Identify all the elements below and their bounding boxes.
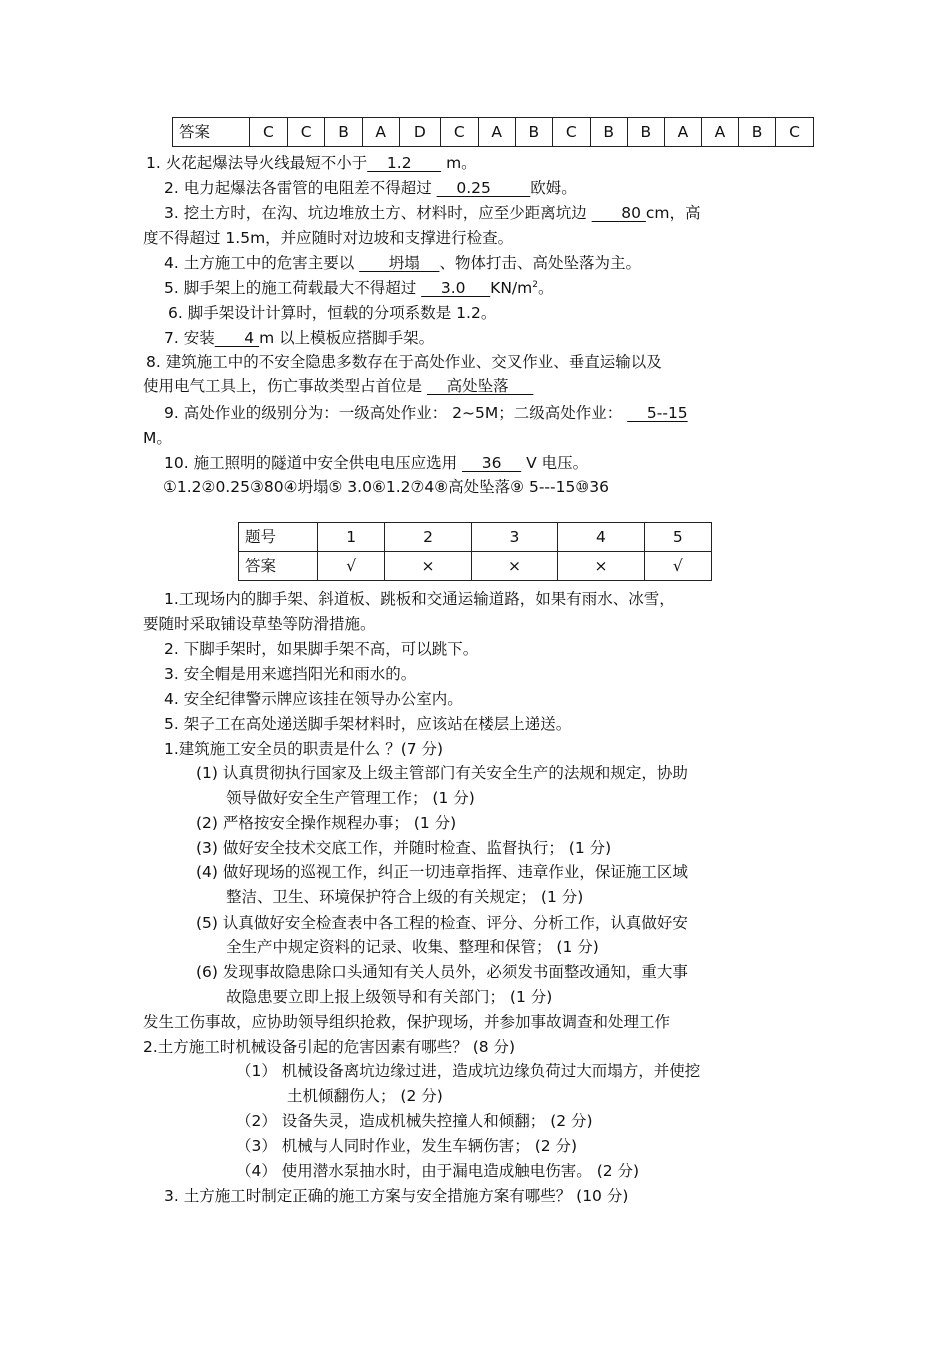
table-row [239, 523, 712, 552]
question-text: 欧姆。 [530, 179, 577, 197]
short-answer-2-item-3: （3） 机械与人同时作业，发生车辆伤害； (2 分) [236, 1137, 578, 1155]
question-text: 10. 施工照明的隧道中安全供电电压应选用 [164, 454, 458, 472]
question-text: 9. 高处作业的级别分为：一级高处作业： [164, 404, 448, 422]
question-text: 2~5M；二级高处作业： [452, 404, 623, 422]
mc-answer-cell: A [701, 118, 738, 147]
short-answer-1-item-1: (1) 认真贯彻执行国家及上级主管部门有关安全生产的法规和规定，协助 [196, 764, 688, 782]
short-answer-1-item-2: (2) 严格按安全操作规程办事； (1 分) [196, 814, 457, 832]
fill-question-9 [164, 403, 688, 423]
short-answer-1-item-6: (6) 发现事故隐患除口头通知有关人员外，必须发书面整改通知，重大事 [196, 963, 688, 981]
mc-answer-cell: A [362, 118, 399, 147]
question-text: 。 [480, 304, 497, 322]
question-text: 、物体打击、高处坠落为主。 [439, 254, 641, 272]
tf-number-cell: 4 [558, 523, 644, 552]
answer-blank: 4 [214, 329, 260, 347]
tf-number-cell: 5 [644, 523, 711, 552]
fill-question-10 [164, 453, 588, 473]
question-text: 2. 电力起爆法各雷管的电阻差不得超过 [164, 179, 432, 197]
answer-blank: 3.0 [421, 279, 491, 297]
superscript: 2 [532, 279, 538, 290]
question-text: m。 [446, 154, 477, 172]
question-text: 3. 挖土方时，在沟、坑边堆放土方、材料时，应至少距离坑边 [164, 204, 587, 222]
answer-blank: 高处坠落 [426, 377, 534, 395]
mc-answer-label: 答案 [173, 118, 250, 147]
tf-answer-cell: √ [318, 552, 385, 581]
short-answer-2-item-2: （2） 设备失灵，造成机械失控撞人和倾翻； (2 分) [236, 1112, 593, 1130]
short-question-2-title: 2.土方施工时机械设备引起的危害因素有哪些？ (8 分) [143, 1038, 516, 1056]
question-text: 4. 土方施工中的危害主要以 [164, 254, 355, 272]
tf-question-2: 2. 下脚手架时，如果脚手架不高，可以跳下。 [164, 640, 479, 658]
tf-number-cell: 1 [318, 523, 385, 552]
answer-blank: 坍塌 [359, 254, 440, 272]
short-answer-2-item-4: （4） 使用潜水泵抽水时，由于漏电造成触电伤害。 (2 分) [236, 1162, 640, 1180]
fill-question-5 [164, 278, 554, 298]
answer-blank: 1.2 [367, 154, 442, 172]
question-text: 5. 脚手架上的施工荷载最大不得超过 [164, 279, 417, 297]
tf-answer-table [238, 522, 712, 581]
mc-answer-cell: B [515, 118, 552, 147]
short-question-1-title: 1.建筑施工安全员的职责是什么 ？(7 分) [164, 740, 444, 758]
short-answer-1-item-7: 发生工伤事故，应协助领导组织抢救，保护现场，并参加事故调查和处理工作 [143, 1013, 671, 1031]
question-text: V 电压。 [526, 454, 589, 472]
mc-answer-cell: A [478, 118, 515, 147]
short-question-3-title: 3. 土方施工时制定正确的施工方案与安全措施方案有哪些？ (10 分) [164, 1187, 629, 1205]
fill-answer-key: ①1.2②0.25③80④坍塌⑤ 3.0⑥1.2⑦4⑧高处坠落⑨ 5---15⑩36 [163, 478, 609, 496]
fill-question-8: 8. 建筑施工中的不安全隐患多数存在于高处作业、交叉作业、垂直运输以及 [146, 353, 662, 371]
fill-question-9-cont: M。 [143, 429, 172, 447]
mc-answer-cell: C [250, 118, 288, 147]
mc-answer-cell: C [552, 118, 590, 147]
question-text: 7. 安装 [164, 329, 215, 347]
mc-answer-cell: B [627, 118, 664, 147]
question-text: 1. 火花起爆法导火线最短不小于 [146, 154, 368, 172]
short-answer-1-item-4-cont: 整洁、卫生、环境保护符合上级的有关规定； (1 分) [226, 888, 584, 906]
question-text: 使用电气工具上，伤亡事故类型占首位是 [143, 377, 423, 395]
answer-blank: 80 [591, 204, 646, 222]
fill-question-7 [164, 328, 434, 348]
fill-question-6 [168, 303, 496, 323]
fill-question-3-cont: 度不得超过 1.5m，并应随时对边坡和支撑进行检查。 [143, 229, 514, 247]
fill-question-3 [164, 203, 701, 223]
question-text: 。 [537, 279, 554, 297]
tf-question-3: 3. 安全帽是用来遮挡阳光和雨水的。 [164, 665, 417, 683]
tf-question-1: 1.工现场内的脚手架、斜道板、跳板和交通运输道路，如果有雨水、冰雪， [164, 590, 675, 608]
tf-number-cell: 3 [471, 523, 557, 552]
answer-blank: 5--15 [627, 404, 688, 422]
question-text: KN/m [490, 279, 533, 297]
question-text: cm，高 [645, 204, 701, 222]
short-answer-1-item-4: (4) 做好现场的巡视工作，纠正一切违章指挥、违章作业，保证施工区域 [196, 863, 688, 881]
short-answer-1-item-5: (5) 认真做好安全检查表中各工程的检查、评分、分析工作，认真做好安 [196, 914, 688, 932]
table-row [173, 118, 814, 147]
tf-answer-cell: × [385, 552, 471, 581]
tf-answer-cell: × [558, 552, 644, 581]
tf-header-label: 题号 [239, 523, 318, 552]
mc-answer-cell: B [738, 118, 775, 147]
mc-answer-cell: B [590, 118, 627, 147]
question-text: m 以上模板应搭脚手架。 [259, 329, 435, 347]
tf-question-1-cont: 要随时采取铺设草垫等防滑措施。 [143, 615, 376, 633]
table-row [239, 552, 712, 581]
question-text: 6. 脚手架设计计算时，恒载的分项系数是 [168, 304, 452, 322]
tf-answer-label: 答案 [239, 552, 318, 581]
mc-answer-cell: B [325, 118, 362, 147]
mc-answer-table [172, 117, 814, 147]
fill-question-1 [146, 153, 477, 173]
fill-question-4 [164, 253, 641, 273]
mc-answer-cell: C [776, 118, 814, 147]
tf-question-4: 4. 安全纪律警示牌应该挂在领导办公室内。 [164, 690, 463, 708]
answer-blank: 0.25 [436, 179, 531, 197]
answer-blank: 36 [462, 454, 522, 472]
fill-question-8-cont [143, 376, 533, 396]
short-answer-1-item-3: (3) 做好安全技术交底工作，并随时检查、监督执行； (1 分) [196, 839, 612, 857]
tf-number-cell: 2 [385, 523, 471, 552]
short-answer-1-item-6-cont: 故隐患要立即上报上级领导和有关部门； (1 分) [226, 988, 553, 1006]
mc-answer-cell: C [287, 118, 325, 147]
mc-answer-cell: D [399, 118, 440, 147]
short-answer-1-item-5-cont: 全生产中规定资料的记录、收集、整理和保管； (1 分) [226, 938, 599, 956]
answer-value: 1.2 [456, 304, 481, 322]
short-answer-1-item-1-cont: 领导做好安全生产管理工作； (1 分) [226, 789, 475, 807]
tf-answer-cell: √ [644, 552, 711, 581]
mc-answer-cell: A [664, 118, 701, 147]
short-answer-2-item-1-cont: 土机倾翻伤人； (2 分) [287, 1087, 443, 1105]
short-answer-2-item-1: （1） 机械设备离坑边缘过进，造成坑边缘负荷过大而塌方，并使挖 [236, 1062, 701, 1080]
mc-answer-cell: C [440, 118, 478, 147]
tf-question-5: 5. 架子工在高处递送脚手架材料时，应该站在楼层上递送。 [164, 715, 572, 733]
fill-question-2 [164, 178, 577, 198]
tf-answer-cell: × [471, 552, 557, 581]
